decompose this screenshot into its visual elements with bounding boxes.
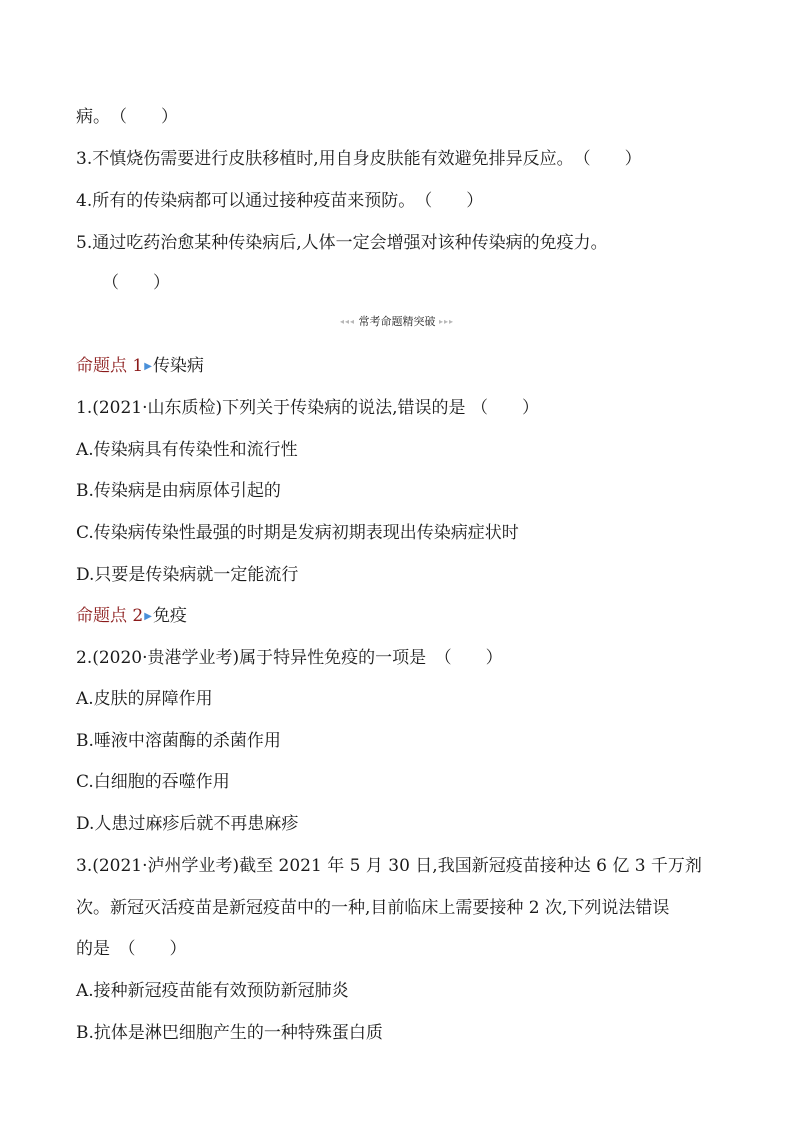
question-3-option-b: B.抗体是淋巴细胞产生的一种特殊蛋白质: [76, 1023, 383, 1043]
right-arrows-icon: ▸▸▸: [439, 317, 455, 326]
topic-label: 命题点 1: [76, 356, 144, 376]
judgement-item-4: 4.所有的传染病都可以通过接种疫苗来预防。 （ ）: [76, 191, 484, 211]
question-1-option-d: D.只要是传染病就一定能流行: [76, 565, 299, 585]
section-divider: [0, 313, 794, 329]
question-1-option-b: B.传染病是由病原体引起的: [76, 481, 281, 501]
judgement-item-5: 5.通过吃药治愈某种传染病后,人体一定会增强对该种传染病的免疫力。: [76, 233, 608, 253]
left-arrows-icon: ◂◂◂: [339, 317, 355, 326]
question-3-stem-line-3: 的是 （ ）: [76, 939, 187, 959]
question-1-stem: 1.(2021·山东质检)下列关于传染病的说法,错误的是 （ ）: [76, 398, 539, 418]
question-2-option-b: B.唾液中溶菌酶的杀菌作用: [76, 731, 281, 751]
question-1-option-a: A.传染病具有传染性和流行性: [76, 440, 298, 460]
question-3-option-a: A.接种新冠疫苗能有效预防新冠肺炎: [76, 981, 349, 1001]
topic-name: 传染病: [152, 356, 204, 376]
question-1-option-c: C.传染病传染性最强的时期是发病初期表现出传染病症状时: [76, 523, 519, 543]
triangle-right-icon: ▶: [144, 361, 152, 372]
section-title: 常考命题精突破: [358, 315, 436, 328]
question-2-option-d: D.人患过麻疹后就不再患麻疹: [76, 814, 299, 834]
judgement-item-5-answer-blank: （ ）: [102, 273, 170, 293]
topic-name: 免疫: [152, 606, 187, 626]
triangle-right-icon: ▶: [144, 611, 152, 622]
question-2-option-c: C.白细胞的吞噬作用: [76, 772, 230, 792]
question-3-stem-line-1: 3.(2021·泸州学业考)截至 2021 年 5 月 30 日,我国新冠疫苗接种达 6 亿 3 千万剂: [76, 856, 702, 876]
topic-label: 命题点 2: [76, 606, 144, 626]
question-3-stem-line-2: 次。新冠灭活疫苗是新冠疫苗中的一种,目前临床上需要接种 2 次,下列说法错误: [76, 898, 670, 918]
judgement-item-3: 3.不慎烧伤需要进行皮肤移植时,用自身皮肤能有效避免排异反应。 （ ）: [76, 149, 642, 169]
topic-1-heading: [76, 355, 204, 378]
question-2-stem: 2.(2020·贵港学业考)属于特异性免疫的一项是 （ ）: [76, 648, 503, 668]
question-2-option-a: A.皮肤的屏障作用: [76, 689, 213, 709]
judgement-item-2-continuation: 病。 （ ）: [76, 107, 178, 127]
topic-2-heading: [76, 605, 187, 628]
